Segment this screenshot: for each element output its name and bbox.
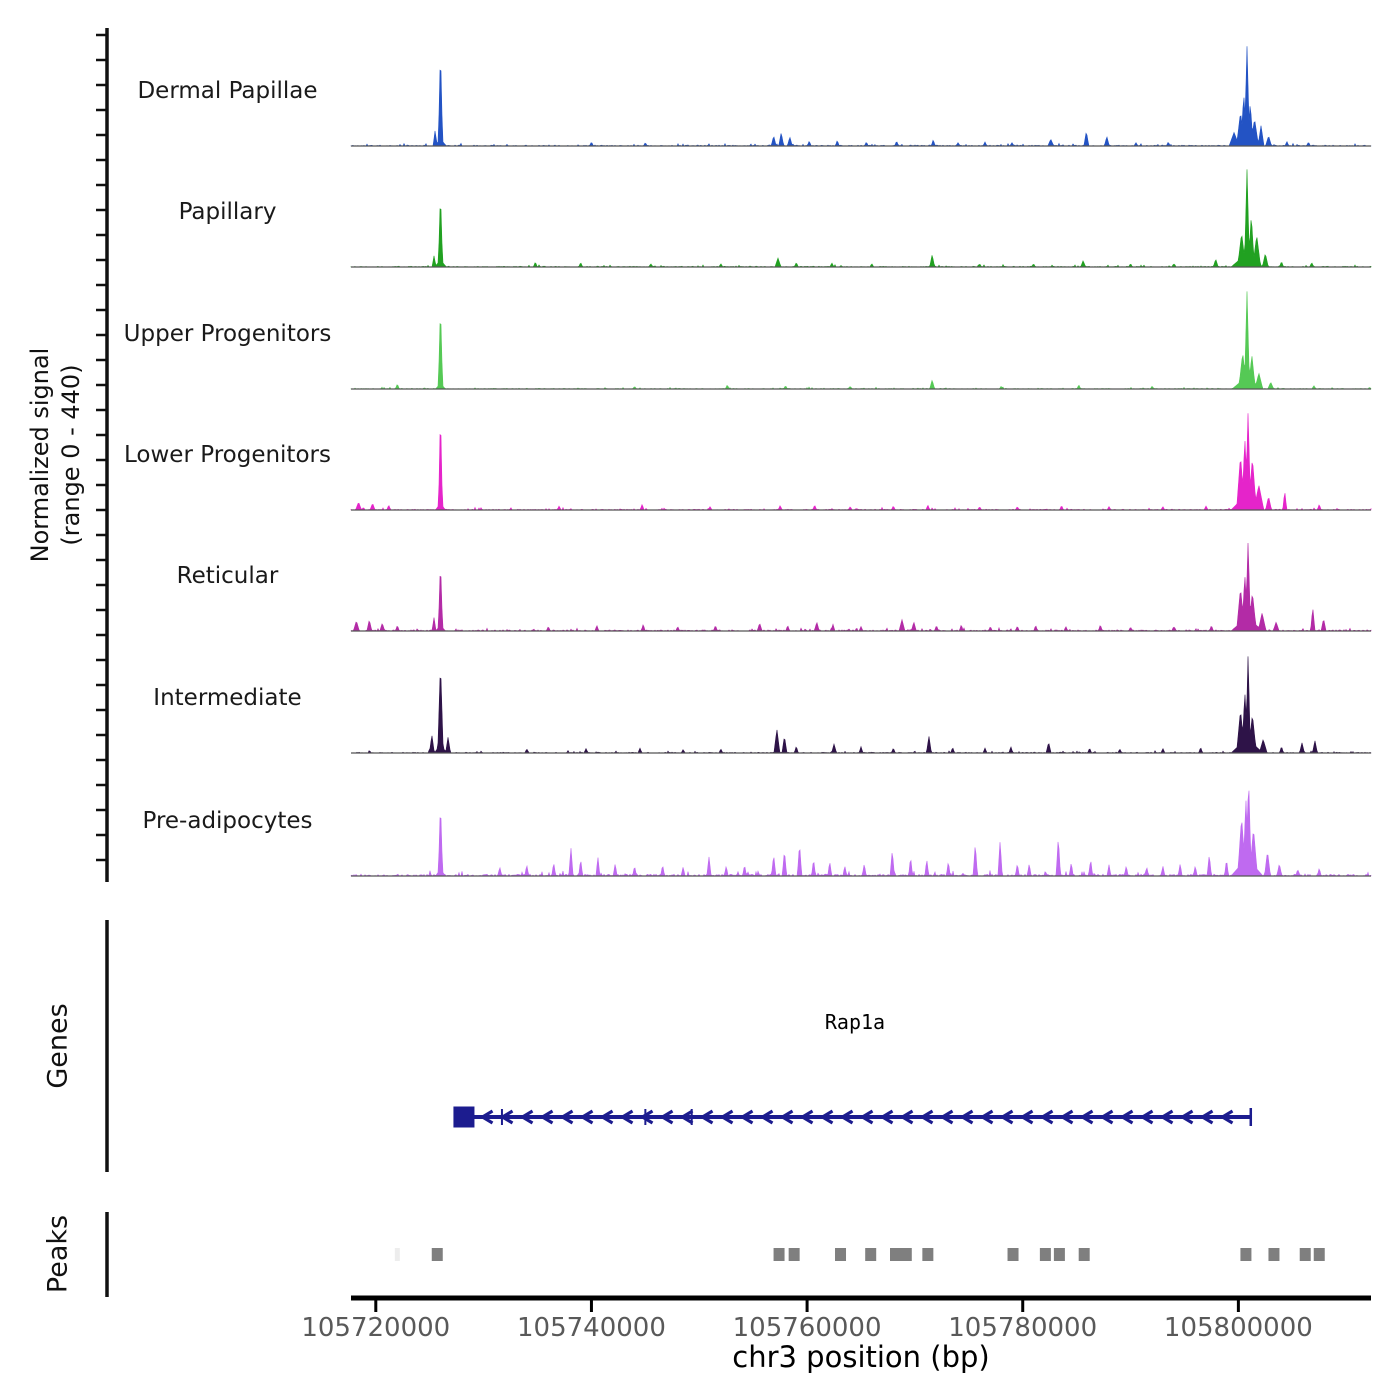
peak-box <box>1008 1248 1019 1261</box>
track-label-pre-adipocytes: Pre-adipocytes <box>142 808 313 834</box>
track-label-upper-progenitors: Upper Progenitors <box>123 321 332 347</box>
x-tick-label-105760000: 105760000 <box>732 1313 882 1343</box>
peak-box <box>890 1248 901 1261</box>
track-label-reticular: Reticular <box>176 563 279 589</box>
signal-area-dermal-papillae <box>351 46 1371 146</box>
peak-box <box>432 1248 443 1261</box>
peak-box <box>1040 1248 1051 1261</box>
peak-box <box>1314 1248 1325 1261</box>
x-tick-label-105800000: 105800000 <box>1163 1313 1313 1343</box>
gene-exon-box <box>453 1107 474 1128</box>
peak-box <box>774 1248 785 1261</box>
x-tick-label-105720000: 105720000 <box>301 1313 451 1343</box>
track-label-lower-progenitors: Lower Progenitors <box>124 442 331 468</box>
track-label-intermediate: Intermediate <box>153 685 302 711</box>
y-axis-label-line1: Normalized signal <box>26 347 54 563</box>
x-axis-title: chr3 position (bp) <box>732 1340 990 1374</box>
y-axis-label-line2: (range 0 - 440) <box>57 364 85 546</box>
signal-area-intermediate <box>351 656 1371 753</box>
signal-area-upper-progenitors <box>351 291 1371 389</box>
signal-area-papillary <box>351 169 1371 267</box>
y-axis-label <box>25 348 87 563</box>
peak-box <box>835 1248 846 1261</box>
peak-box <box>1054 1248 1065 1261</box>
x-tick-label-105780000: 105780000 <box>948 1313 1098 1343</box>
genes-section-label: Genes <box>42 1003 74 1089</box>
track-label-papillary: Papillary <box>178 199 277 225</box>
track-label-dermal-papillae: Dermal Papillae <box>137 78 318 104</box>
peak-box-faint <box>395 1248 400 1261</box>
peak-box <box>901 1248 912 1261</box>
signal-area-reticular <box>351 543 1371 631</box>
peak-box <box>1079 1248 1090 1261</box>
peak-box <box>1268 1248 1279 1261</box>
peak-box <box>922 1248 933 1261</box>
peaks-section-label: Peaks <box>42 1214 74 1294</box>
signal-area-lower-progenitors <box>351 413 1371 510</box>
signal-area-pre-adipocytes <box>351 791 1371 876</box>
peak-box <box>789 1248 800 1261</box>
peak-box <box>1240 1248 1251 1261</box>
peak-box <box>1300 1248 1311 1261</box>
peak-box <box>865 1248 876 1261</box>
gene-name-rap1a: Rap1a <box>824 1010 886 1034</box>
x-tick-label-105740000: 105740000 <box>516 1313 666 1343</box>
